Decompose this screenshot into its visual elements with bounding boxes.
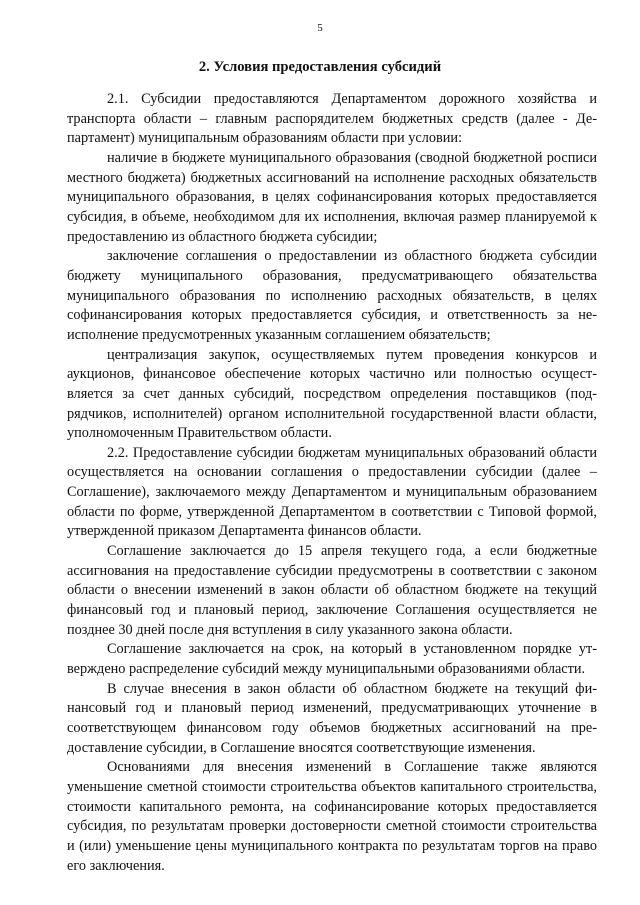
paragraph: Соглашение заключается до 15 апреля текущего года, а если бюджетные ассигнования на предоставление субсидии предусмотрены в соответствии с законом области о внесении изменений в закон области об областном бюджете на текущий финансовый год и плановый период, заключение Соглашения осуществляется не позднее 30 дней после дня вступления в силу указанного закона области.: [67, 543, 597, 638]
section-body: [67, 90, 597, 876]
paragraph: 2.2. Предоставление субсидии бюджетам муниципальных образований области осуществляется на основании соглашения о предоставлении субсидии (далее – Соглашение), заключаемого между Департаментом и муниципальным образованием области по форме, утвержденной Департаментом в соответствии с Типовой формой, утвержденной приказом Департамента финансов области.: [67, 444, 597, 540]
paragraph: наличие в бюджете муниципального образования (сводной бюджетной росписи местного бюджета) бюджетных ассигнований на исполнение расходных обязательств муниципального образования, в целях софинансирования которых предоставляется субсидия, в объеме, необходимом для их исполнения, включая размер планируемой к предоставлению из областного бюджета субсидии;: [67, 149, 597, 245]
paragraph: В случае внесения в закон области об областном бюджете на текущий финансовый год и плановый период изменений, предусматривающих уточнение в соответствующем финансовом году объемов бюджетных ассигнований на предоставление субсидии, в Соглашение вносятся соответствующие изменения.: [67, 680, 597, 756]
paragraph: заключение соглашения о предоставлении из областного бюджета субсидии бюджету муниципального образования, предусматривающего обязательства муниципального образования по исполнению расходных обязательств, в целях софинансирования которых предоставляется субсидия, и ответственность за неисполнение предусмотренных указанным соглашением обязательств;: [67, 248, 597, 343]
paragraph: централизация закупок, осуществляемых путем проведения конкурсов и аукционов, финансовое обеспечение которых частично или полностью осуществляется за счет данных субсидий, посредством определения поставщиков (подрядчиков, исполнителей) органом исполнительной государственной власти области, уполномоченным Правительством области.: [67, 346, 597, 442]
paragraph: 2.1. Субсидии предоставляются Департаментом дорожного хозяйства и транспорта области – главным распорядителем бюджетных средств (далее - Департамент) муниципальным образованиям области при условии:: [67, 91, 597, 147]
section-title: 2. Условия предоставления субсидий: [198, 59, 442, 75]
page-number: 5: [317, 22, 323, 34]
paragraph: Основаниями для внесения изменений в Соглашение также являются уменьшение сметной стоимости строительства объектов капитального строительства, стоимости капитального ремонта, на софинансирование которых предоставляется субсидия, по результатам проверки достоверности сметной стоимости строительства и (или) уменьшение цены муниципального контракта по результатам торгов на право его заключения.: [67, 759, 597, 874]
paragraph: Соглашение заключается на срок, на который в установленном порядке утверждено распределение субсидий между муниципальными образованиями области.: [67, 641, 597, 678]
